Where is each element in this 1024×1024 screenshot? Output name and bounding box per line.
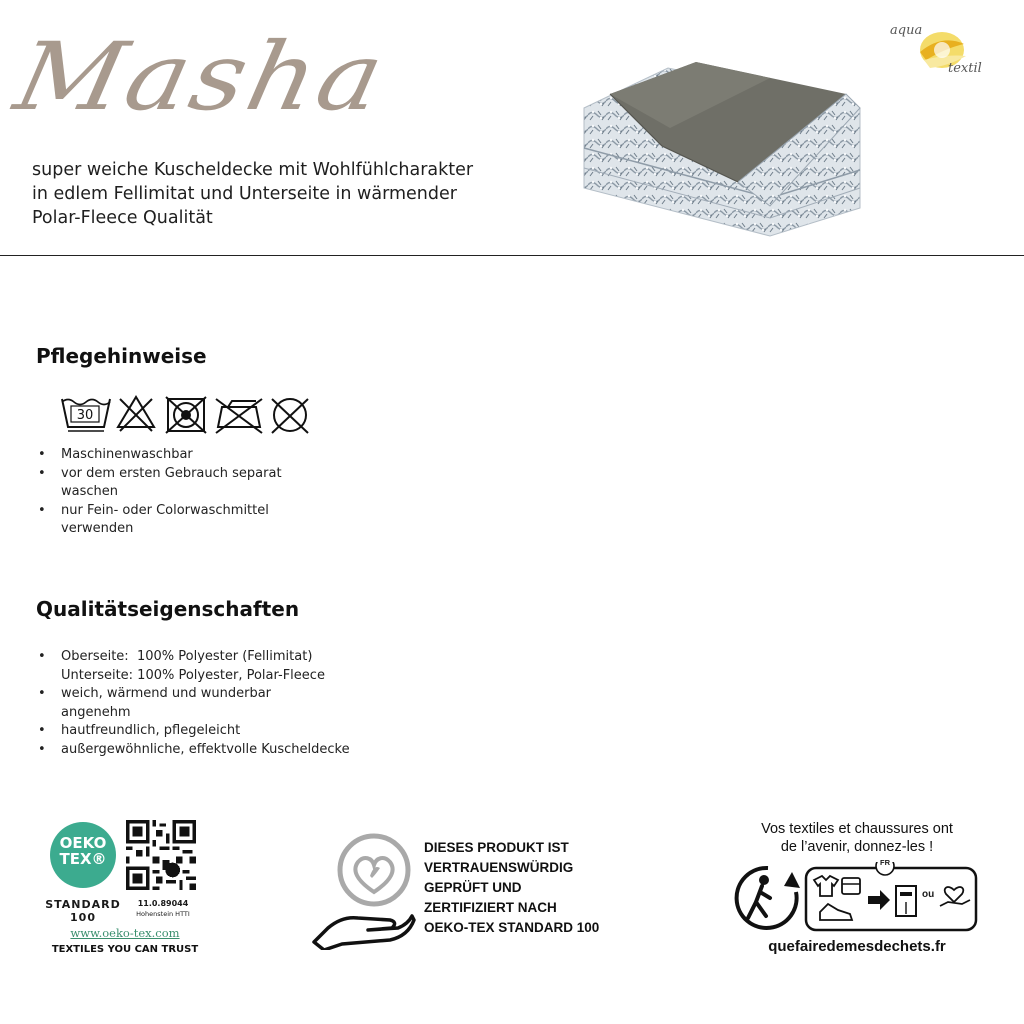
towel-icon (842, 878, 860, 894)
no-dry-clean-icon (272, 399, 308, 433)
trust-line: ZERTIFIZIERT NACH (424, 900, 557, 915)
blanket-product-image (570, 38, 870, 238)
trust-statement (424, 838, 654, 938)
care-list (36, 446, 336, 539)
trust-line: VERTRAUENSWÜRDIG (424, 860, 574, 875)
oeko-url-link[interactable]: www.oeko-tex.com (70, 926, 180, 940)
oeko-certificate-number: 11.0.89044 (137, 899, 189, 908)
qr-code-icon (126, 820, 196, 890)
oeko-institute: Hohenstein HTTI (136, 910, 190, 918)
list-item: • vor dem ersten Gebrauch separat waschen (36, 465, 336, 502)
donation-heart-icon (940, 887, 970, 906)
oeko-standard-number: 100 (70, 911, 96, 924)
quality-list (36, 648, 396, 759)
trust-line: OEKO-TEX STANDARD 100 (424, 920, 600, 935)
trust-line: GEPRÜFT UND (424, 880, 522, 895)
recycling-url-link[interactable]: quefairedemesdechets.fr (768, 938, 946, 955)
trust-line: DIESES PRODUKT IST (424, 840, 569, 855)
tagline-line: Polar-Fleece Qualität (32, 208, 213, 228)
aquatextil-logo (886, 14, 998, 76)
list-item: • hautfreundlich, pflegeleicht (36, 722, 396, 741)
brand-line2: textil (948, 61, 982, 76)
tshirt-icon (814, 876, 838, 896)
tagline-line: super weiche Kuscheldecke mit Wohlfühlcharakter (32, 160, 474, 180)
list-item: • weich, wärmend und wunderbar angenehm (36, 685, 291, 722)
arrow-right-icon (868, 890, 890, 910)
triman-message-line1: Vos textiles et chaussures ont (761, 821, 953, 837)
oeko-standard-label: STANDARD (45, 898, 121, 911)
no-tumble-dry-icon (166, 397, 206, 433)
header-divider (0, 255, 1024, 256)
quality-section-title: Qualitätseigenschaften (36, 597, 300, 621)
hand-heart-icon (312, 832, 416, 950)
oeko-logo-line1: OEKO (59, 834, 107, 852)
triman-message-line2: de l’avenir, donnez-les ! (780, 839, 934, 855)
no-bleach-icon (118, 397, 154, 431)
list-item: • nur Fein- oder Colorwaschmittel verwenden (36, 502, 336, 539)
list-item: • außergewöhnliche, effektvolle Kuscheldecke (36, 741, 396, 760)
wash-temperature: 30 (76, 408, 94, 423)
triman-icon (737, 868, 800, 928)
list-item: • Maschinenwaschbar (36, 446, 336, 465)
product-tagline (32, 158, 572, 230)
brand-line1: aqua (890, 23, 923, 38)
product-title: Masha (6, 21, 396, 132)
tagline-line: in edlem Fellimitat und Unterseite in wärmender (32, 184, 457, 204)
wash-30-icon (62, 399, 110, 431)
or-label: ou (922, 889, 935, 900)
oeko-slogan: TEXTILES YOU CAN TRUST (51, 944, 199, 955)
shoe-icon (820, 904, 852, 920)
care-section-title: Pflegehinweise (36, 344, 207, 368)
oeko-tex-label (40, 818, 210, 968)
country-badge: FR (880, 858, 890, 867)
collection-bin-icon (896, 886, 916, 916)
list-item: • Oberseite: 100% Polyester (Fellimitat) Unterseite: 100% Polyester, Polar-Fleece (36, 648, 351, 685)
care-symbols (60, 393, 316, 435)
oeko-logo-line2: TEX® (59, 850, 107, 868)
triman-recycling-graphic (734, 862, 980, 936)
no-iron-icon (216, 399, 262, 433)
